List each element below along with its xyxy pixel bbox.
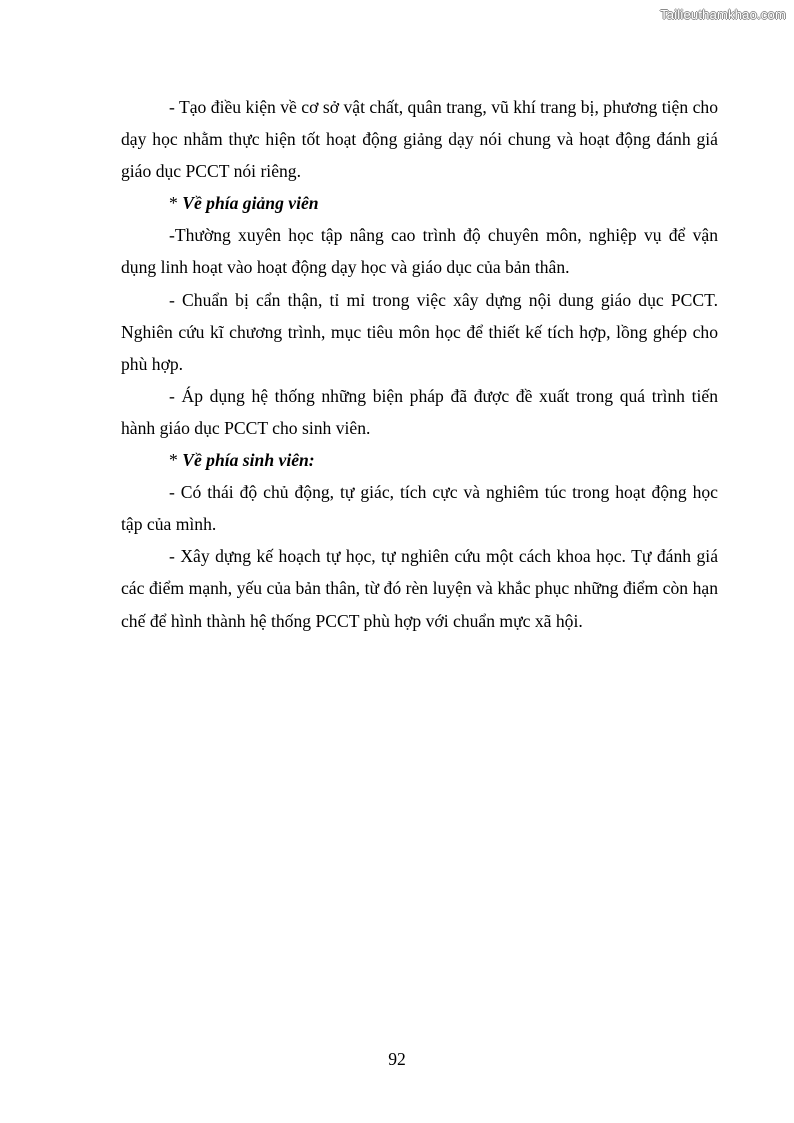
paragraph-lecturer-study: -Thường xuyên học tập nâng cao trình độ chuyên môn, nghiệp vụ để vận dụng linh hoạt vào hoạt động dạy học và giáo dục của bản thân. (121, 225, 718, 278)
heading-bullet: * (169, 193, 183, 214)
heading-bullet: * (169, 450, 183, 471)
watermark: Tailieuthamkhao.com (660, 7, 786, 22)
heading-title: Về phía giảng viên (182, 193, 319, 214)
heading-students (121, 444, 718, 476)
paragraph-lecturer-apply: - Áp dụng hệ thống những biện pháp đã được đề xuất trong quá trình tiến hành giáo dục PCCT cho sinh viên. (121, 385, 718, 438)
document-body (121, 91, 718, 637)
paragraph-student-plan: - Xây dựng kế hoạch tự học, tự nghiên cứu một cách khoa học. Tự đánh giá các điểm mạnh, yếu của bản thân, từ đó rèn luyện và khắc phục những điểm còn hạn chế để hình thành hệ thống PCCT phù hợp với chuẩn mực xã hội. (121, 546, 718, 631)
paragraph-facilities: - Tạo điều kiện về cơ sở vật chất, quân trang, vũ khí trang bị, phương tiện cho dạy học nhằm thực hiện tốt hoạt động giảng dạy nói chung và hoạt động đánh giá giáo dục PCCT nói riêng. (121, 97, 718, 182)
paragraph-lecturer-prepare: - Chuẩn bị cẩn thận, tỉ mỉ trong việc xây dựng nội dung giáo dục PCCT. Nghiên cứu kĩ chương trình, mục tiêu môn học để thiết kế tích hợp, lồng ghép cho phù hợp. (121, 289, 718, 374)
paragraph-student-attitude: - Có thái độ chủ động, tự giác, tích cực và nghiêm túc trong hoạt động học tập của mình. (121, 482, 718, 535)
page-number: 92 (388, 1049, 406, 1069)
heading-title: Về phía sinh viên: (182, 450, 315, 471)
heading-lecturers (121, 187, 718, 219)
